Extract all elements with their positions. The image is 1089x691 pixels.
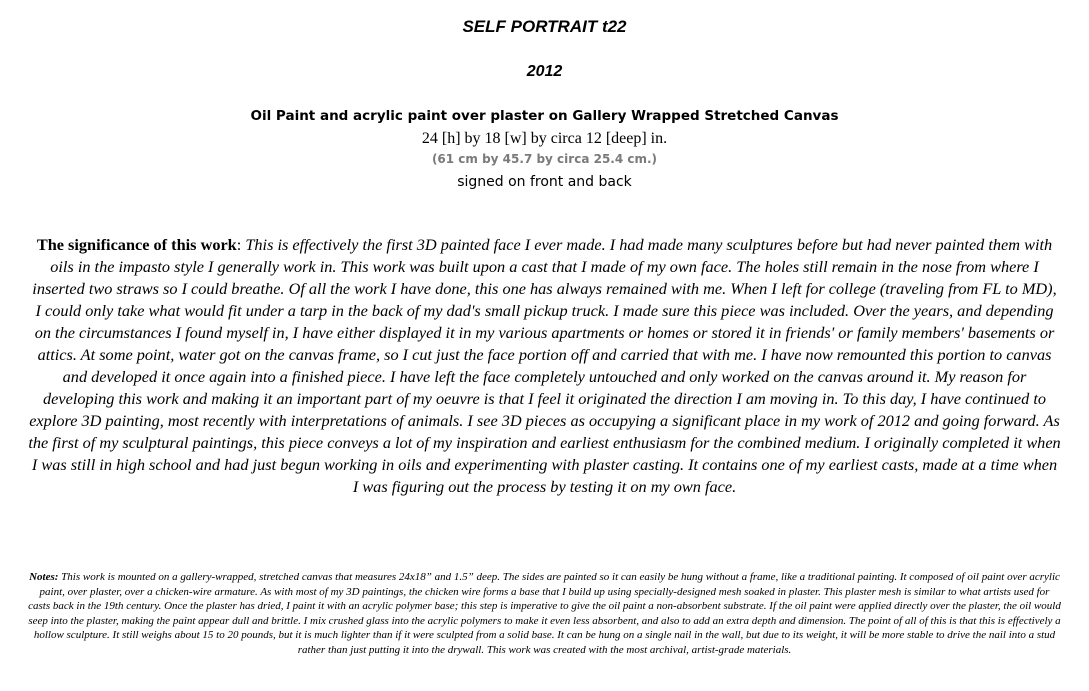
- artwork-dimensions-inches: 24 [h] by 18 [w] by circa 12 [deep] in.: [421, 130, 668, 147]
- notes-text: This work is mounted on a gallery-wrapped, stretched canvas that measures 24x18” and 1.5” deep. The sides are painted so it can easily be hung without a frame, like a traditional painting. It composed of oil paint over acrylic paint, over plaster, over a chicken-wire armature. As with most of my 3D paintings, the chicken wire forms a base that I build up using specially-designed mesh soaked in plaster. This plaster mesh is similar to what artists used for casts back in the 19th century. Once the plaster has dried, I paint it with an acrylic polymer base; this step is imperative to give the oil paint a non-absorbent substrate. If the oil paint were applied directly over the plaster, the oil would seep into the plaster, making the paint appear dull and brittle. I mix crushed glass into the acrylic polymers to make it even less absorbent, and also to add an extra depth and dimension. The point of all of this is that this is effectively a hollow sculpture. It still weighs about 15 to 20 pounds, but it is much lighter than if it were sculpted from a solid base. It can be hung on a single nail in the wall, but due to its weight, it will be more stable to drive the nail into a stud rather than just putting it into the drywall. This work was created with the most archival, artist-grade materials.: [28, 571, 1061, 656]
- significance-colon: :: [236, 235, 246, 254]
- artwork-signature-note: signed on front and back: [457, 174, 632, 190]
- artwork-title: SELF PORTRAIT t22: [462, 17, 627, 36]
- artwork-year: 2012: [526, 63, 563, 80]
- significance-label: The significance of this work: [36, 235, 237, 254]
- notes-label: Notes:: [29, 571, 59, 583]
- significance-paragraph: [28, 234, 1061, 498]
- significance-text: This is effectively the first 3D painted face I ever made. I had made many sculptures before but had never painted them with oils in the impasto style I generally work in. This work was built upon a cast that I made of my own face. The holes still remain in the nose from where I inserted two straws so I could breathe. Of all the work I have done, this one has always remained with me. When I left for college (traveling from FL to MD), I could only take what would fit under a tarp in the back of my dad's small pickup truck. I made sure this piece was included. Over the years, and depending on the circumstances I found myself in, I have either displayed it in my various apartments or homes or stored it in friends' or family members' basements or attics. At some point, water got on the canvas frame, so I cut just the face portion off and carried that with me. I have now remounted this portion to canvas and developed it once again into a finished piece. I have left the face completely untouched and only worked on the canvas around it. My reason for developing this work and making it an important part of my oeuvre is that I feel it originated the direction I am moving in. To this day, I have continued to explore 3D painting, most recently with interpretations of animals. I see 3D pieces as occupying a significant place in my work of 2012 and going forward. As the first of my sculptural paintings, this piece conveys a lot of my inspiration and earliest enthusiasm for the combined medium. I originally completed it when I was still in high school and had just begun working in oils and experimenting with plaster casting. It contains one of my earliest casts, made at a time when I was figuring out the process by testing it on my own face.: [28, 235, 1061, 496]
- notes-paragraph: [28, 570, 1061, 657]
- artwork-dimensions-cm: (61 cm by 45.7 by circa 25.4 cm.): [431, 152, 658, 166]
- artwork-medium: Oil Paint and acrylic paint over plaster on Gallery Wrapped Stretched Canvas: [250, 108, 839, 124]
